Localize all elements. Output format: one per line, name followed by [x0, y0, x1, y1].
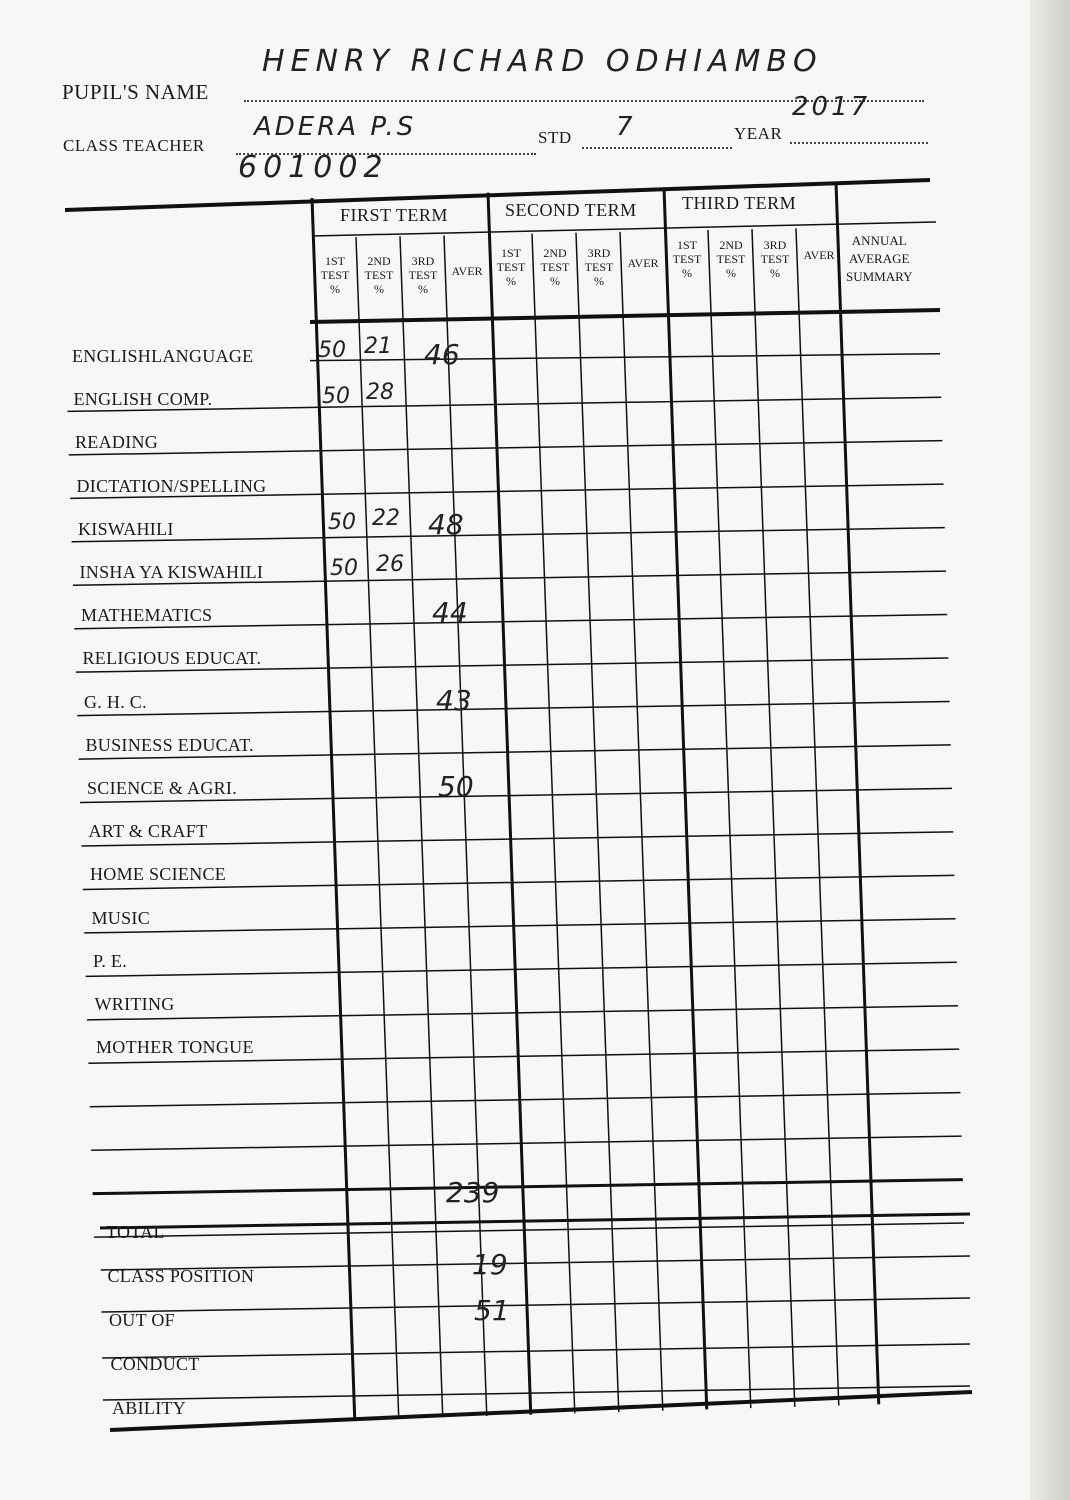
second-term-header: SECOND TERM [505, 200, 637, 220]
summary-label-0: TOTAL [106, 1222, 165, 1242]
col-header-line: 1ST [500, 246, 521, 260]
col-header-line: % [506, 274, 516, 288]
subject-label-0: ENGLISHLANGUAGE [72, 346, 254, 366]
english-comp-test1: 50 [322, 384, 350, 409]
subject-label-5: INSHA YA KISWAHILI [79, 562, 264, 582]
col-header-line: % [594, 274, 604, 288]
first-term-col-4-header [446, 264, 488, 278]
row-rule-2 [69, 441, 943, 455]
annual-header-line-2: AVERAGE [849, 251, 910, 266]
summary-label-4: ABILITY [112, 1398, 187, 1418]
out-of-value: 51 [474, 1294, 510, 1327]
class-position-value: 19 [472, 1248, 508, 1281]
col-header-line: TEST [540, 260, 570, 274]
third-term-col-1-header [666, 238, 708, 280]
subject-label-10: SCIENCE & AGRI. [87, 778, 238, 798]
column-rule-9 [708, 230, 751, 1408]
col-header-line: % [770, 266, 780, 280]
col-header-line: TEST [760, 252, 790, 266]
col-header-line: 2ND [543, 246, 567, 260]
row-rule-18 [91, 1136, 961, 1150]
col-header-line: TEST [320, 268, 350, 282]
col-header-line: AVER [451, 264, 483, 278]
class-teacher-value: ADERA P.S [254, 112, 417, 142]
column-rule-6 [576, 233, 619, 1412]
table-top-rule [65, 180, 930, 210]
first-term-header: FIRST TERM [340, 205, 448, 225]
column-rule-10 [752, 229, 795, 1407]
column-rule-11 [796, 228, 839, 1405]
col-header-line: % [550, 274, 560, 288]
subject-label-7: RELIGIOUS EDUCAT. [82, 648, 262, 669]
kiswahili-test2: 22 [372, 506, 400, 531]
third-term-col-4-header [798, 248, 840, 262]
row-rule-17 [90, 1093, 961, 1107]
column-rule-7 [620, 232, 663, 1411]
col-header-line: 1ST [676, 238, 697, 252]
summary-rule-0 [100, 1214, 970, 1228]
col-header-line: TEST [496, 260, 526, 274]
row-rule-19 [93, 1180, 963, 1194]
second-term-col-4-header [622, 256, 664, 270]
col-header-line: % [682, 266, 692, 280]
first-term-col-3-header [402, 254, 444, 296]
subject-label-2: READING [75, 432, 159, 453]
pupil-number: 601002 [238, 150, 389, 185]
col-header-line: 2ND [719, 238, 743, 252]
first-term-col-1-header [314, 254, 356, 296]
ghc-aver: 43 [436, 684, 472, 717]
col-header-line: TEST [408, 268, 438, 282]
summary-rule-3 [102, 1344, 970, 1358]
col-header-line: AVER [627, 256, 659, 270]
year-label: YEAR [734, 124, 783, 143]
second-term-col-2-header [534, 246, 576, 288]
column-rule-4 [488, 193, 531, 1415]
first-term-col-2-header [358, 254, 400, 296]
subject-label-8: G. H. C. [84, 691, 147, 712]
subject-label-9: BUSINESS EDUCAT. [85, 734, 254, 755]
third-term-col-3-header [754, 238, 796, 280]
std-label: STD [538, 128, 572, 147]
col-header-line: % [374, 282, 384, 296]
row-rule-15 [87, 1006, 958, 1020]
science-aver: 50 [438, 770, 474, 803]
col-header-line: 1ST [324, 254, 345, 268]
column-rule-1 [356, 237, 399, 1419]
row-rule-11 [81, 832, 953, 846]
col-header-line: % [726, 266, 736, 280]
subject-label-16: MOTHER TONGUE [96, 1037, 254, 1058]
col-header-line: 3RD [587, 246, 611, 260]
column-rule-0 [312, 198, 355, 1420]
col-header-line: TEST [364, 268, 394, 282]
col-header-line: TEST [716, 252, 746, 266]
second-term-col-3-header [578, 246, 620, 288]
header-bottom-rule [310, 310, 940, 322]
annual-header-line-1: ANNUAL [851, 233, 907, 248]
year-value: 2017 [792, 92, 871, 122]
col-header-line: 2ND [367, 254, 391, 268]
row-rule-13 [84, 919, 955, 933]
summary-label-2: OUT OF [109, 1310, 175, 1330]
third-term-col-2-header [710, 238, 752, 280]
summary-rule-2 [101, 1298, 970, 1312]
column-rule-8 [664, 187, 707, 1409]
subject-label-14: P. E. [93, 950, 128, 971]
col-header-line: AVER [803, 248, 835, 262]
class-teacher-label: CLASS TEACHER [63, 136, 205, 155]
mathematics-aver: 44 [432, 596, 468, 629]
insha-test2: 26 [376, 552, 404, 577]
english-language-test1: 50 [318, 338, 346, 363]
column-rule-12 [836, 182, 879, 1404]
subject-label-11: ART & CRAFT [88, 821, 208, 842]
annual-average-summary-header [846, 232, 912, 286]
english-comp-test2: 28 [366, 380, 394, 405]
insha-test1: 50 [330, 556, 358, 581]
kiswahili-test1: 50 [328, 510, 356, 535]
subject-label-1: ENGLISH COMP. [73, 389, 213, 410]
subject-label-12: HOME SCIENCE [90, 864, 227, 885]
col-header-line: 3RD [763, 238, 787, 252]
col-header-line: % [330, 282, 340, 296]
row-rule-14 [86, 962, 957, 976]
column-rule-2 [400, 236, 443, 1417]
col-header-line: % [418, 282, 428, 296]
column-rule-5 [532, 234, 575, 1414]
pupil-name-value: HENRY RICHARD ODHIAMBO [262, 44, 823, 79]
col-header-line: TEST [584, 260, 614, 274]
pupil-name-label: PUPIL'S NAME [62, 80, 209, 104]
total-value: 239 [446, 1176, 500, 1209]
second-term-col-1-header [490, 246, 532, 288]
summary-label-3: CONDUCT [110, 1354, 200, 1374]
english-language-test2: 21 [364, 334, 392, 359]
column-rule-3 [444, 235, 487, 1416]
row-rule-4 [72, 528, 945, 542]
english-language-aver: 46 [424, 338, 460, 371]
subject-label-6: MATHEMATICS [81, 605, 213, 626]
kiswahili-aver: 48 [428, 508, 464, 541]
subject-label-4: KISWAHILI [78, 518, 174, 539]
subject-label-13: MUSIC [91, 907, 151, 928]
subject-label-15: WRITING [94, 994, 175, 1014]
subject-label-3: DICTATION/SPELLING [76, 475, 267, 496]
col-header-line: 3RD [411, 254, 435, 268]
std-value: 7 [616, 112, 636, 142]
third-term-header: THIRD TERM [682, 193, 797, 213]
col-header-line: TEST [672, 252, 702, 266]
summary-label-1: CLASS POSITION [107, 1266, 255, 1286]
annual-header-line-3: SUMMARY [846, 269, 913, 284]
row-rule-8 [77, 701, 949, 715]
